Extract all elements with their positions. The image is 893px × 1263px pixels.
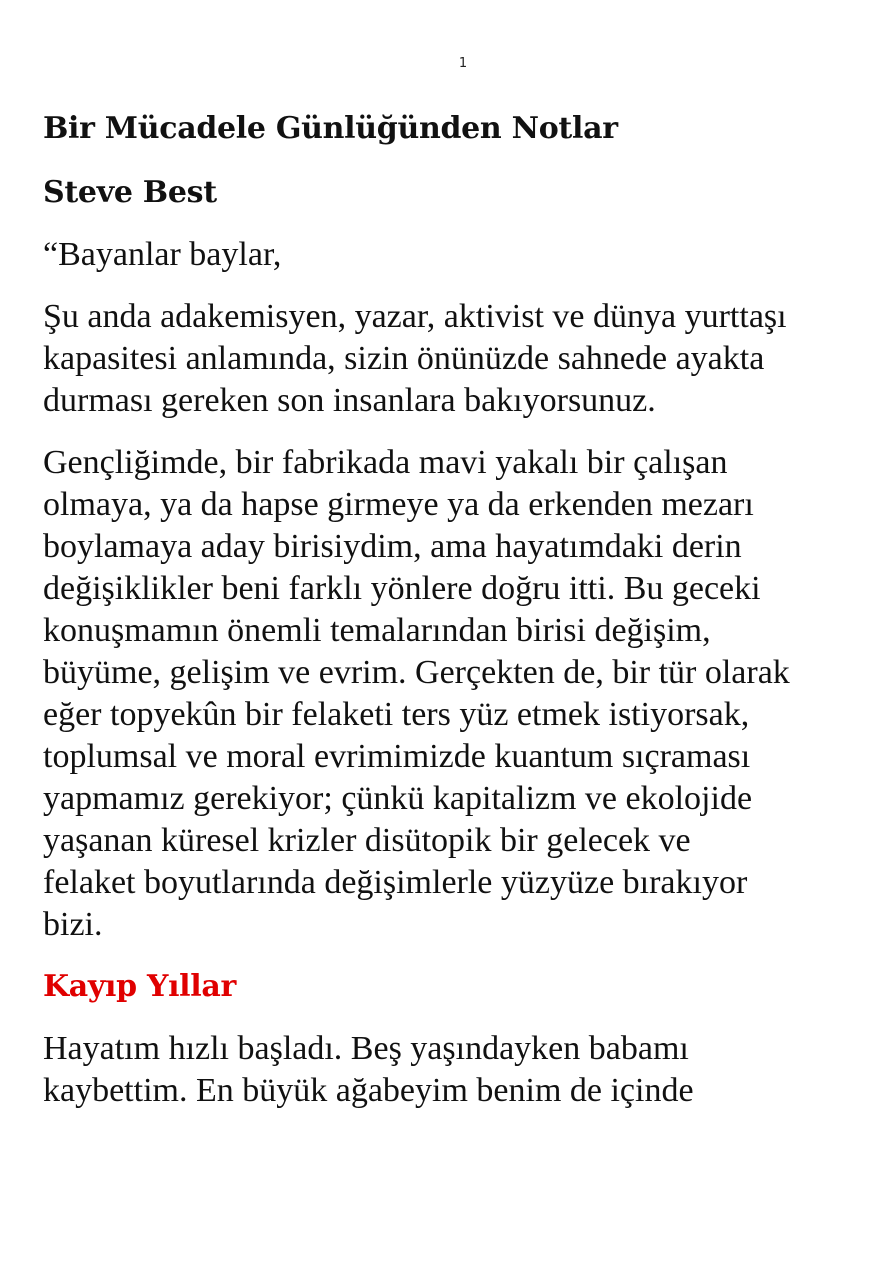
paragraph-1: [43, 296, 893, 422]
text-line: boylamaya aday birisiydim, ama hayatımdaki derin: [43, 528, 742, 565]
document-title: Bir Mücadele Günlüğünden Notlar: [43, 111, 618, 146]
text-line: Şu anda adakemisyen, yazar, aktivist ve dünya yurttaşı: [43, 298, 787, 335]
text-line: eğer topyekûn bir felaketi ters yüz etmek istiyorsak,: [43, 696, 750, 733]
document-body: [43, 108, 893, 1132]
text-line: durması gereken son insanlara bakıyorsunuz.: [43, 382, 656, 419]
paragraph-3: [43, 1028, 893, 1112]
text-line: yaşanan küresel krizler disütopik bir gelecek ve: [43, 822, 691, 859]
text-line: kaybettim. En büyük ağabeyim benim de içinde: [43, 1072, 694, 1109]
text-line: değişiklikler beni farklı yönlere doğru itti. Bu geceki: [43, 570, 761, 607]
text-line: Hayatım hızlı başladı. Beş yaşındayken babamı: [43, 1030, 689, 1067]
text-line: kapasitesi anlamında, sizin önünüzde sahnede ayakta: [43, 340, 765, 377]
paragraph-2: [43, 442, 893, 946]
text-line: yapmamız gerekiyor; çünkü kapitalizm ve ekolojide: [43, 780, 753, 817]
text-line: felaket boyutlarında değişimlerle yüzyüze bırakıyor: [43, 864, 748, 901]
author-name: Steve Best: [43, 175, 217, 210]
greeting: “Bayanlar baylar,: [43, 236, 282, 273]
page-number: 1: [458, 56, 468, 71]
section-heading: Kayıp Yıllar: [43, 969, 237, 1004]
text-line: olmaya, ya da hapse girmeye ya da erkenden mezarı: [43, 486, 754, 523]
text-line: Gençliğimde, bir fabrikada mavi yakalı bir çalışan: [43, 444, 728, 481]
text-line: bizi.: [43, 906, 103, 943]
text-line: büyüme, gelişim ve evrim. Gerçekten de, bir tür olarak: [43, 654, 790, 691]
text-line: toplumsal ve moral evrimimizde kuantum sıçraması: [43, 738, 751, 775]
text-line: konuşmamın önemli temalarından birisi değişim,: [43, 612, 711, 649]
